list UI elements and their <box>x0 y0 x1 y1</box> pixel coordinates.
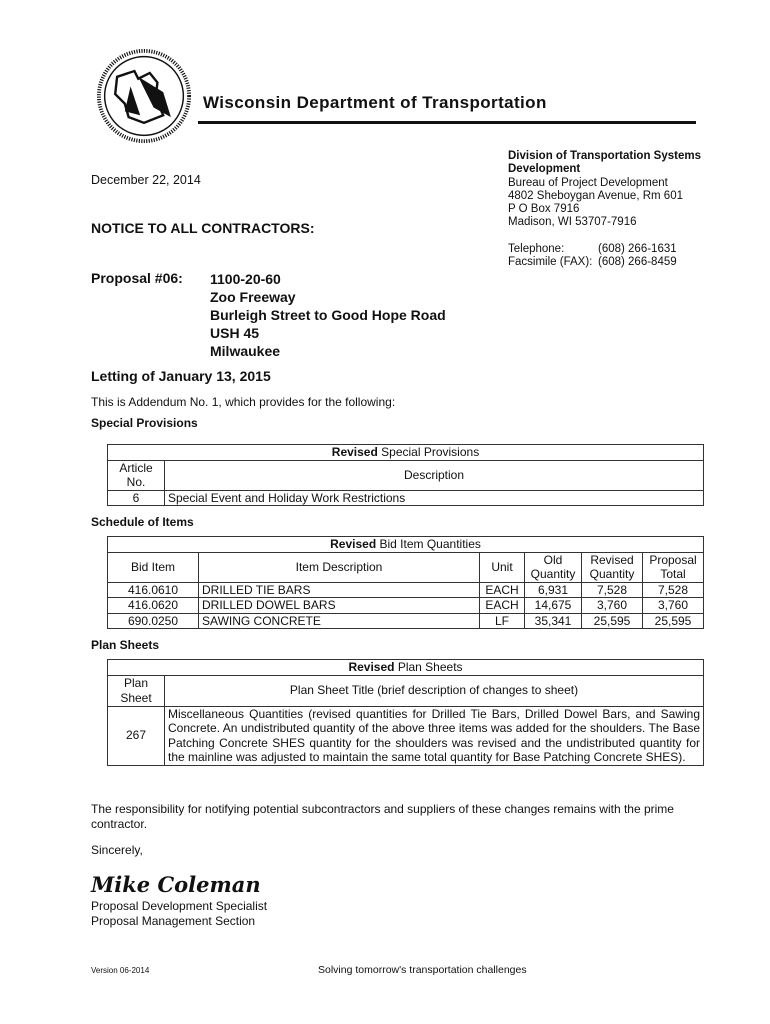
table-row <box>108 490 704 506</box>
sheet-title-cell: Miscellaneous Quantities (revised quantities for Drilled Tie Bars, Drilled Dowel Bars, and Sawing Concrete. An undistributed quantity of the above three items was added for the shoulders. The Base Patching Concrete SHES quantity for the shoulders was revised and the undistributed quantity for the mainline was adjusted to maintain the same total quantity for Base Patching Concrete SHES). <box>165 706 704 765</box>
wisdot-logo <box>96 48 192 144</box>
description-cell: Special Event and Holiday Work Restrictions <box>165 490 704 506</box>
po-box-line: P O Box 7916 <box>508 203 580 216</box>
closing-paragraph: The responsibility for notifying potential subcontractors and suppliers of these changes remains with the prime contractor. <box>91 802 674 831</box>
fax-value: (608) 266-8459 <box>598 256 677 269</box>
telephone-value: (608) 266-1631 <box>598 242 677 255</box>
caption-rest: Special Provisions <box>377 445 480 459</box>
telephone-label: Telephone: <box>508 242 565 255</box>
letting-date: Letting of January 13, 2015 <box>91 368 271 384</box>
col-item-description: Item Description <box>199 552 480 582</box>
fax-row <box>508 256 738 269</box>
old-quantity-cell: 35,341 <box>525 613 582 629</box>
table-caption <box>108 660 704 676</box>
col-description: Description <box>165 460 704 490</box>
proposal-highway: USH 45 <box>210 325 260 341</box>
slogan-footer: Solving tomorrow's transportation challenges <box>318 964 527 976</box>
plan-sheets-heading: Plan Sheets <box>91 638 160 652</box>
spacer <box>508 230 738 243</box>
proposal-limits: Burleigh Street to Good Hope Road <box>210 307 446 323</box>
unit-cell: EACH <box>480 598 525 614</box>
sincerely: Sincerely, <box>91 843 143 857</box>
table-header-row <box>108 675 704 706</box>
table-row <box>108 706 704 765</box>
bid-item-cell: 416.0620 <box>108 598 199 614</box>
caption-revised: Revised <box>348 660 395 674</box>
plan-sheets-table <box>107 659 704 766</box>
table-caption-row <box>108 660 704 676</box>
item-description-cell: DRILLED DOWEL BARS <box>199 598 480 614</box>
revised-quantity-cell: 3,760 <box>582 598 643 614</box>
schedule-heading: Schedule of Items <box>91 515 194 529</box>
table-caption-row <box>108 445 704 461</box>
col-plan-sheet: Plan Sheet <box>108 675 165 706</box>
col-plan-sheet-title: Plan Sheet Title (brief description of changes to sheet) <box>165 675 704 706</box>
col-revised-quantity: Revised Quantity <box>582 552 643 582</box>
street-line: 4802 Sheboygan Avenue, Rm 601 <box>508 189 683 202</box>
revised-quantity-cell: 7,528 <box>582 582 643 598</box>
table-row <box>108 613 704 629</box>
fax-label: Facsimile (FAX): <box>508 256 593 269</box>
table-caption <box>108 537 704 553</box>
caption-revised: Revised <box>331 445 378 459</box>
addendum-intro: This is Addendum No. 1, which provides for the following: <box>91 395 396 409</box>
proposal-details <box>210 270 446 360</box>
division-address <box>508 150 738 269</box>
col-proposal-total: Proposal Total <box>643 552 704 582</box>
old-quantity-cell: 14,675 <box>525 598 582 614</box>
special-provisions-table <box>107 444 704 506</box>
col-unit: Unit <box>480 552 525 582</box>
special-provisions-heading: Special Provisions <box>91 416 198 430</box>
proposal-total-cell: 25,595 <box>643 613 704 629</box>
caption-revised: Revised <box>330 537 377 551</box>
proposal-label: Proposal #06: <box>91 270 183 286</box>
bid-item-cell: 690.0250 <box>108 613 199 629</box>
title-rule <box>198 121 696 124</box>
proposal-total-cell: 7,528 <box>643 582 704 598</box>
table-row <box>108 598 704 614</box>
division-name-line-2: Development <box>508 163 581 176</box>
org-title: Wisconsin Department of Transportation <box>203 93 547 112</box>
item-description-cell: SAWING CONCRETE <box>199 613 480 629</box>
bid-item-cell: 416.0610 <box>108 582 199 598</box>
signer-position: Proposal Development Specialist <box>91 899 268 913</box>
table-caption-row <box>108 537 704 553</box>
col-article: Article No. <box>108 460 165 490</box>
proposal-total-cell: 3,760 <box>643 598 704 614</box>
signer-title <box>91 899 267 928</box>
table-caption <box>108 445 704 461</box>
telephone-row <box>508 243 738 256</box>
proposal-county: Milwaukee <box>210 343 281 359</box>
proposal-number: 1100-20-60 <box>210 271 281 287</box>
version-footer: Version 06-2014 <box>91 966 150 975</box>
revised-quantity-cell: 25,595 <box>582 613 643 629</box>
proposal-project: Zoo Freeway <box>210 289 296 305</box>
caption-rest: Plan Sheets <box>394 660 463 674</box>
signer-section: Proposal Management Section <box>91 913 256 928</box>
table-row <box>108 582 704 598</box>
schedule-table <box>107 536 704 629</box>
table-header-row <box>108 460 704 490</box>
city-line: Madison, WI 53707-7916 <box>508 216 637 229</box>
col-old-quantity: Old Quantity <box>525 552 582 582</box>
letter-date: December 22, 2014 <box>91 173 201 187</box>
col-bid-item: Bid Item <box>108 552 199 582</box>
sheet-number-cell: 267 <box>108 706 165 765</box>
unit-cell: EACH <box>480 582 525 598</box>
table-header-row <box>108 552 704 582</box>
bureau-line: Bureau of Project Development <box>508 176 668 189</box>
unit-cell: LF <box>480 613 525 629</box>
division-name-line-1: Division of Transportation Systems <box>508 150 701 162</box>
notice-heading: NOTICE TO ALL CONTRACTORS: <box>91 220 315 236</box>
signature: Mike Coleman <box>91 872 261 897</box>
old-quantity-cell: 6,931 <box>525 582 582 598</box>
item-description-cell: DRILLED TIE BARS <box>199 582 480 598</box>
article-cell: 6 <box>108 490 165 506</box>
caption-rest: Bid Item Quantities <box>376 537 481 551</box>
